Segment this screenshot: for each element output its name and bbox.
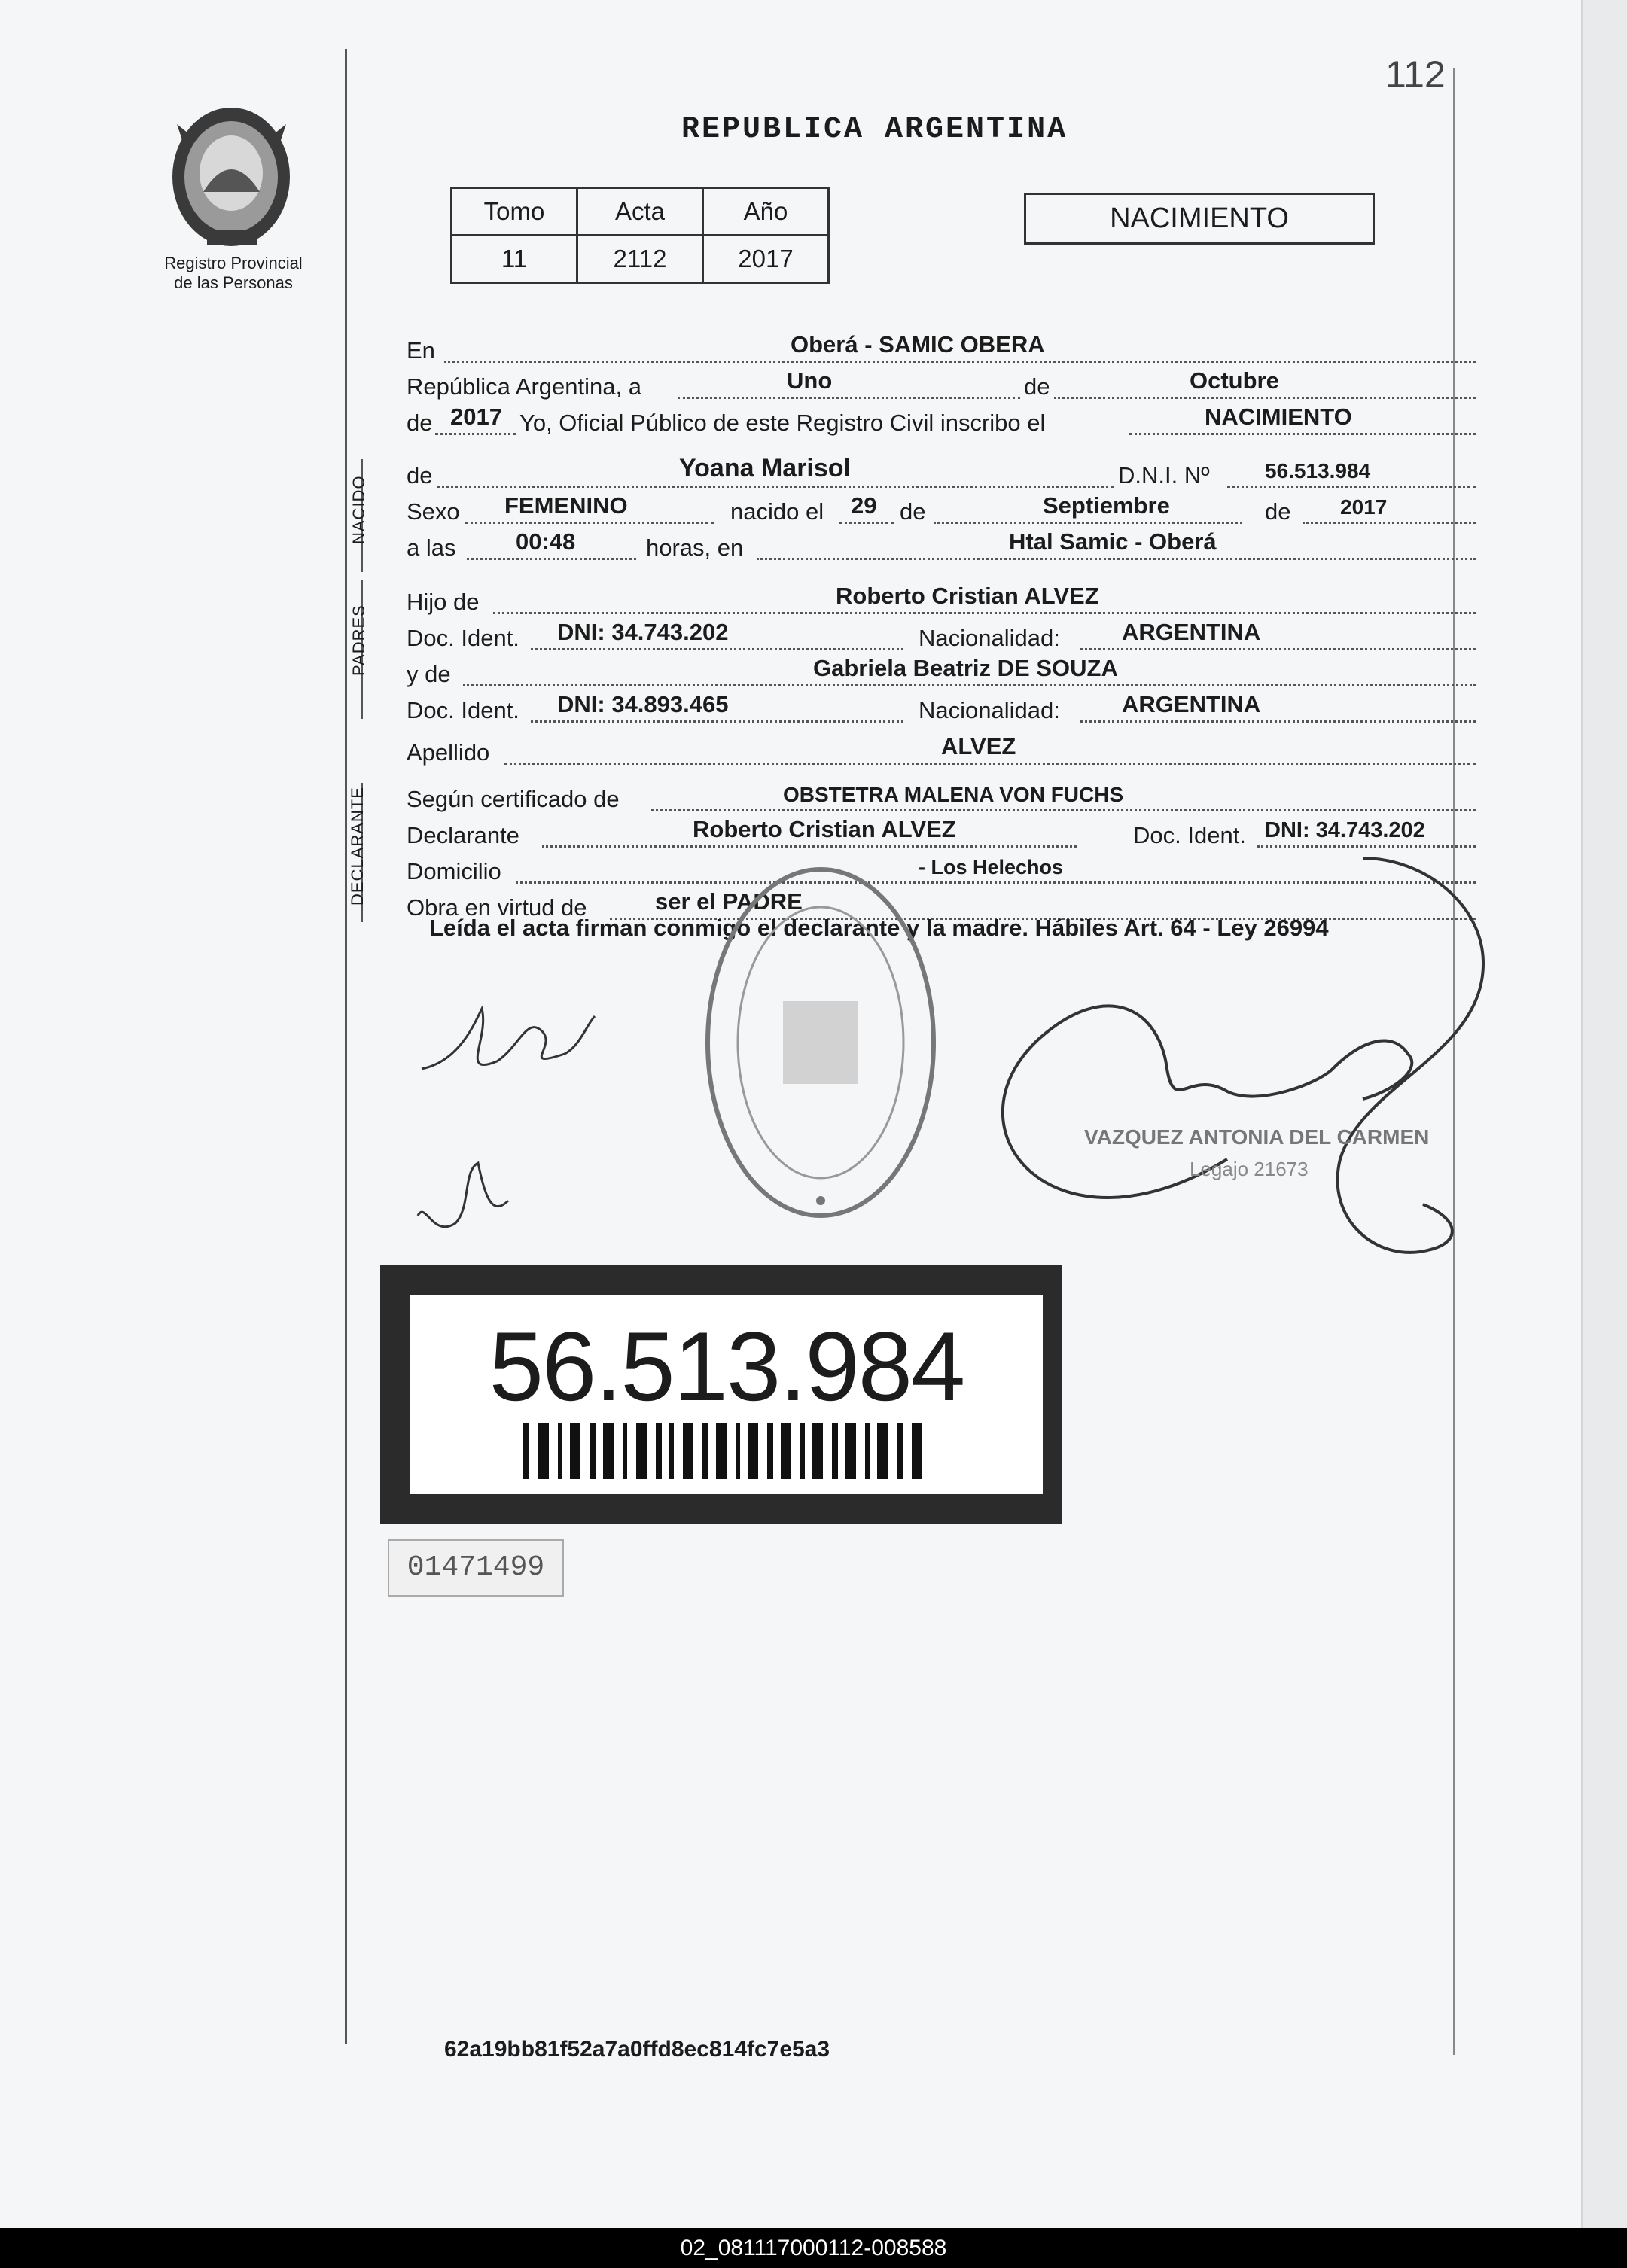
day-value: Uno	[787, 367, 833, 394]
document-title: REPUBLICA ARGENTINA	[681, 113, 1068, 147]
serial-number: 01471499	[388, 1539, 564, 1597]
signature-official	[941, 843, 1513, 1325]
header-acta: Acta	[577, 188, 703, 236]
sex-value: FEMENINO	[504, 492, 628, 519]
declarant-value: Roberto Cristian ALVEZ	[693, 816, 956, 842]
barcode-number: 56.513.984	[489, 1311, 964, 1421]
record-table	[450, 187, 830, 284]
birth-month-value: Septiembre	[1043, 492, 1170, 519]
barcode-label	[380, 1265, 1062, 1524]
father-value: Roberto Cristian ALVEZ	[836, 583, 1099, 609]
value-tomo: 11	[452, 236, 577, 283]
capacity-value: ser el PADRE	[655, 888, 803, 915]
record-header-row	[452, 188, 829, 236]
row-capacity: Obra en virtud de ser el PADRE	[407, 890, 1446, 924]
row-time-place: a las 00:48 horas, en Htal Samic - Oberá	[407, 530, 1446, 565]
dni-value: 56.513.984	[1265, 459, 1371, 483]
row-father-doc: Doc. Ident. DNI: 34.743.202 Nacionalidad: ARGENTINA	[407, 620, 1446, 655]
name-value: Yoana Marisol	[679, 454, 851, 483]
row-inscription: de 2017 Yo, Oficial Público de este Registro Civil inscribo el NACIMIENTO	[407, 405, 1446, 440]
mother-doc-value: DNI: 34.893.465	[557, 691, 729, 717]
birth-year-value: 2017	[1340, 495, 1388, 519]
birth-place-value: Htal Samic - Oberá	[1009, 528, 1217, 555]
legal-text: Leída el acta firman conmigo el declarante y la madre. Hábiles Art. 64 - Ley 26994	[429, 915, 1329, 941]
barcode-icon	[523, 1423, 930, 1479]
record-value-row	[452, 236, 829, 283]
left-margin-line	[345, 49, 347, 2044]
address-value: - Los Helechos	[919, 856, 1064, 878]
official-name: VAZQUEZ ANTONIA DEL CARMEN	[1084, 1125, 1430, 1149]
row-date: República Argentina, a Uno de Octubre	[407, 369, 1446, 403]
mother-nat-value: ARGENTINA	[1122, 691, 1261, 717]
page-number: 112	[1385, 53, 1446, 96]
province-seal	[162, 102, 301, 256]
mother-value: Gabriela Beatriz DE SOUZA	[813, 655, 1118, 681]
declarant-doc-value: DNI: 34.743.202	[1265, 818, 1425, 842]
label-padres: PADRES	[349, 604, 368, 676]
header-anio: Año	[703, 188, 829, 236]
row-father: Hijo de Roberto Cristian ALVEZ	[407, 584, 1446, 619]
signature-mother	[403, 1155, 516, 1246]
row-mother: y de Gabriela Beatriz DE SOUZA	[407, 656, 1446, 691]
certificate-value: OBSTETRA MALENA VON FUCHS	[783, 783, 1124, 806]
row-address: Domicilio - Los Helechos	[407, 854, 1446, 888]
birth-time-value: 00:48	[516, 528, 576, 555]
label-declarante: DECLARANTE	[348, 787, 367, 906]
label-nacido: NACIDO	[349, 475, 368, 544]
father-nat-value: ARGENTINA	[1122, 619, 1261, 645]
father-doc-value: DNI: 34.743.202	[557, 619, 729, 645]
surname-value: ALVEZ	[941, 733, 1016, 760]
row-certificate: Según certificado de OBSTETRA MALENA VON FUCHS	[407, 781, 1446, 816]
value-anio: 2017	[703, 236, 829, 283]
act-value: NACIMIENTO	[1205, 403, 1352, 430]
row-name: de Yoana Marisol D.N.I. Nº 56.513.984	[407, 458, 1446, 492]
row-surname: Apellido ALVEZ	[407, 735, 1446, 769]
row-sex-birth: Sexo FEMENINO nacido el 29 de Septiembre de 2017	[407, 494, 1446, 528]
place-value: Oberá - SAMIC OBERA	[791, 331, 1045, 358]
birth-day-value: 29	[851, 492, 877, 519]
document-hash: 62a19bb81f52a7a0ffd8ec814fc7e5a3	[444, 2037, 830, 2062]
document-type-box: NACIMIENTO	[1024, 193, 1375, 245]
value-acta: 2112	[577, 236, 703, 283]
official-legajo: Legajo 21673	[1190, 1158, 1309, 1180]
signature-declarant	[414, 994, 602, 1091]
row-place: En Oberá - SAMIC OBERA	[407, 333, 1446, 367]
seal-icon	[162, 102, 301, 252]
seal-caption: Registro Provincial de las Personas	[164, 254, 303, 292]
official-stamp	[700, 858, 941, 1227]
row-mother-doc: Doc. Ident. DNI: 34.893.465 Nacionalidad: ARGENTINA	[407, 693, 1446, 727]
year-value: 2017	[450, 403, 502, 430]
header-tomo: Tomo	[452, 188, 577, 236]
footer-id: 02_081117000112-008588	[0, 2228, 1627, 2268]
row-declarant: Declarante Roberto Cristian ALVEZ Doc. Ident. DNI: 34.743.202	[407, 817, 1446, 852]
month-value: Octubre	[1190, 367, 1279, 394]
